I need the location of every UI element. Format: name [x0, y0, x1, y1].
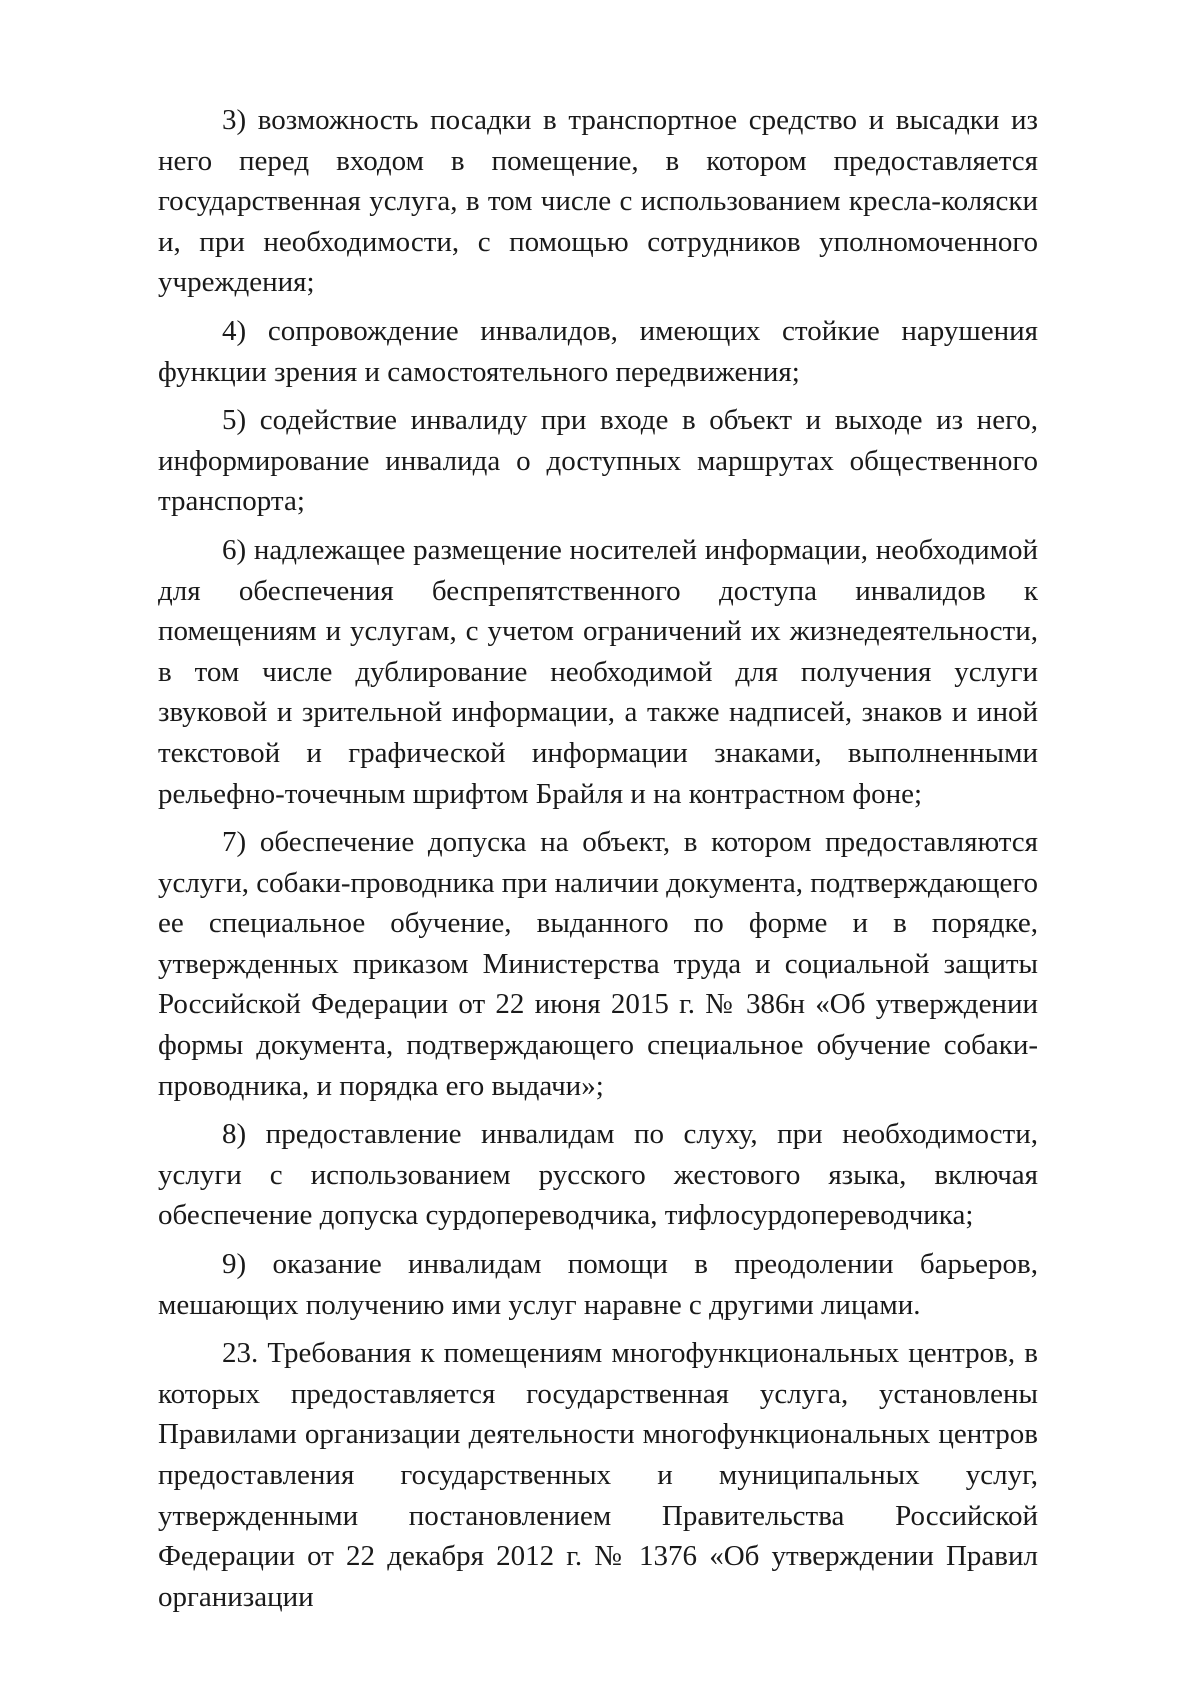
paragraph-item-3: 3) возможность посадки в транспортное средство и высадки из него перед входом в помещение, в котором предоставляется государственная услуга, в том числе с использованием кресла-коляски и, при необходимости, с помощью сотрудников уполномоченного учреждения; — [158, 104, 1038, 299]
paragraph-item-8: 8) предоставление инвалидам по слуху, при необходимости, услуги с использованием русского жестового языка, включая обеспечение допуска сурдопереводчика, тифлосурдопереводчика; — [158, 1118, 1038, 1232]
paragraph-item-9: 9) оказание инвалидам помощи в преодолении барьеров, мешающих получению ими услуг наравне с другими лицами. — [158, 1248, 1038, 1321]
paragraph-section-23: 23. Требования к помещениям многофункциональных центров, в которых предоставляется государственная услуга, установлены Правилами организации деятельности многофункциональных центров предоставления государственных и муниципальных услуг, утвержденными постановлением Правительства Российской Федерации от 22 декабря 2012 г. № 1376 «Об утверждении Правил организации — [158, 1337, 1038, 1613]
paragraph-item-6: 6) надлежащее размещение носителей информации, необходимой для обеспечения беспрепятственного доступа инвалидов к помещениям и услугам, с учетом ограничений их жизнедеятельности, в том числе дублирование необходимой для получения услуги звуковой и зрительной информации, а также надписей, знаков и иной текстовой и графической информации знаками, выполненными рельефно-точечным шрифтом Брайля и на контрастном фоне; — [158, 533, 1038, 810]
paragraph-item-5: 5) содействие инвалиду при входе в объект и выходе из него, информирование инвалида о доступных маршрутах общественного транспорта; — [158, 404, 1038, 518]
paragraph-item-7: 7) обеспечение допуска на объект, в котором предоставляются услуги, собаки-проводника при наличии документа, подтверждающего ее специальное обучение, выданного по форме и в порядке, утвержденных приказом Министерства труда и социальной защиты Российской Федерации от 22 июня 2015 г. № 386н «Об утверждении формы документа, подтверждающего специальное обучение собаки-проводника, и порядка его выдачи»; — [158, 826, 1038, 1102]
paragraph-item-4: 4) сопровождение инвалидов, имеющих стойкие нарушения функции зрения и самостоятельного передвижения; — [158, 314, 1038, 388]
document-body — [158, 100, 1038, 1617]
